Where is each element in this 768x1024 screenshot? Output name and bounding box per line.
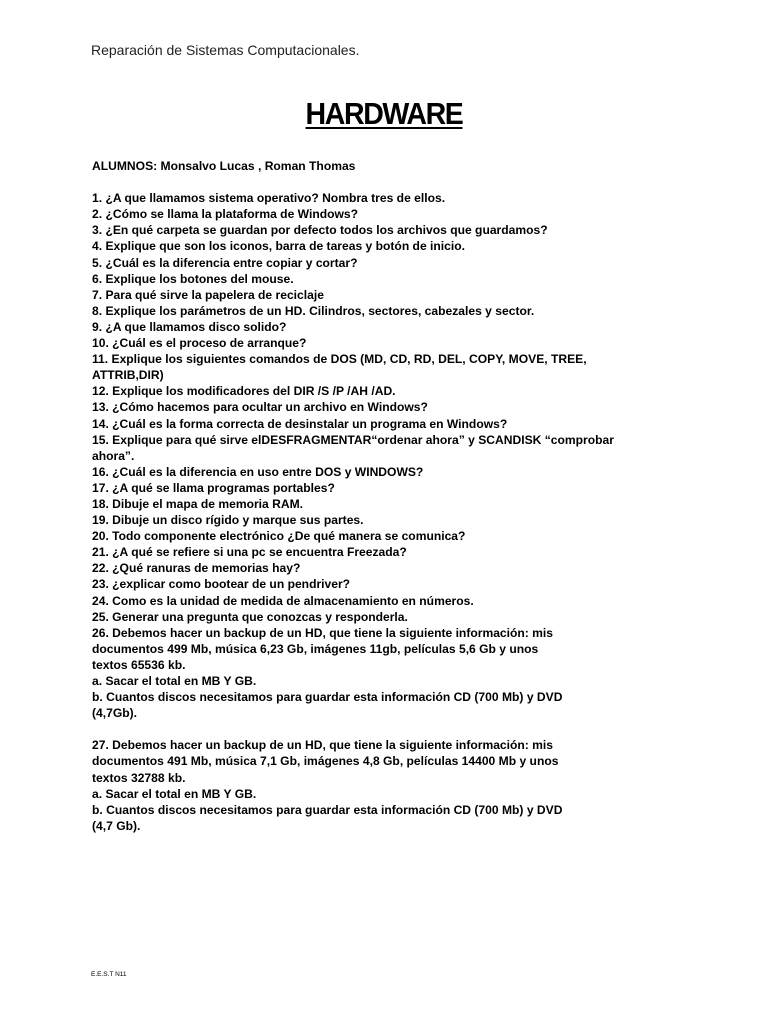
question-line: 7. Para qué sirve la papelera de reciclaje [92,287,324,302]
question-line: ATTRIB,DIR) [92,368,164,383]
page-title: HARDWARE [305,96,463,131]
question-line: documentos 491 Mb, música 7,1 Gb, imágenes 4,8 Gb, películas 14400 Mb y unos [92,754,559,769]
question-line: 17. ¿A qué se llama programas portables? [92,480,335,495]
question-line: textos 32788 kb. [92,770,186,785]
question-line: 24. Como es la unidad de medida de almacenamiento en números. [92,593,474,608]
document-body [92,158,672,834]
question-line: 20. Todo componente electrónico ¿De qué manera se comunica? [92,529,466,544]
question-line: 6. Explique los botones del mouse. [92,271,294,286]
question-line: 9. ¿A que llamamos disco solido? [92,319,287,334]
question-list [92,190,672,721]
question-line: 3. ¿En qué carpeta se guardan por defecto todos los archivos que guardamos? [92,223,548,238]
page-footer: E.E.S.T N11 [91,971,127,978]
question-line: 13. ¿Cómo hacemos para ocultar un archivo en Windows? [92,400,428,415]
question-line: 19. Dibuje un disco rígido y marque sus partes. [92,513,364,528]
question-line: 5. ¿Cuál es la diferencia entre copiar y cortar? [92,255,358,270]
question-line: (4,7Gb). [92,706,138,721]
blank-line [92,721,672,737]
question-line: 22. ¿Qué ranuras de memorias hay? [92,561,301,576]
question-line: 21. ¿A qué se refiere si una pc se encuentra Freezada? [92,545,407,560]
page-header: Reparación de Sistemas Computacionales. [91,42,360,58]
question-line: 15. Explique para qué sirve elDESFRAGMENTAR“ordenar ahora” y SCANDISK “comprobar [92,432,614,447]
question-line: 4. Explique que son los iconos, barra de tareas y botón de inicio. [92,239,465,254]
question-line: 14. ¿Cuál es la forma correcta de desinstalar un programa en Windows? [92,416,508,431]
blank-line [92,174,672,190]
question-line: 2. ¿Cómo se llama la plataforma de Windows? [92,207,359,222]
question-line: 18. Dibuje el mapa de memoria RAM. [92,496,304,511]
question-line: a. Sacar el total en MB Y GB. [92,674,257,688]
question-line: 23. ¿explicar como bootear de un pendriver? [92,577,351,592]
question-line: (4,7 Gb). [92,818,141,833]
question-line: a. Sacar el total en MB Y GB. [92,786,257,801]
question-line: 16. ¿Cuál es la diferencia en uso entre DOS y WINDOWS? [92,464,424,479]
question-line: 11. Explique los siguientes comandos de DOS (MD, CD, RD, DEL, COPY, MOVE, TREE, [92,352,587,367]
question-line: 8. Explique los parámetros de un HD. Cilindros, sectores, cabezales y sector. [92,303,535,318]
question-line: 12. Explique los modificadores del DIR /S /P /AH /AD. [92,384,396,399]
question-line: 27. Debemos hacer un backup de un HD, que tiene la siguiente información: mis [92,738,554,753]
question-line: ahora”. [92,448,135,463]
question-line: b. Cuantos discos necesitamos para guardar esta información CD (700 Mb) y DVD [92,802,563,817]
question-line: documentos 499 Mb, música 6,23 Gb, imágenes 11gb, películas 5,6 Gb y unos [92,641,539,656]
question-line: 26. Debemos hacer un backup de un HD, que tiene la siguiente información: mis [92,625,554,640]
students-line: ALUMNOS: Monsalvo Lucas , Roman Thomas [92,159,356,173]
question-line: 25. Generar una pregunta que conozcas y responderla. [92,609,408,624]
question-line: 10. ¿Cuál es el proceso de arranque? [92,336,307,351]
question-list-2 [92,737,672,834]
question-line: 1. ¿A que llamamos sistema operativo? Nombra tres de ellos. [92,191,446,206]
question-line: b. Cuantos discos necesitamos para guardar esta información CD (700 Mb) y DVD [92,690,563,705]
question-line: textos 65536 kb. [92,657,186,672]
